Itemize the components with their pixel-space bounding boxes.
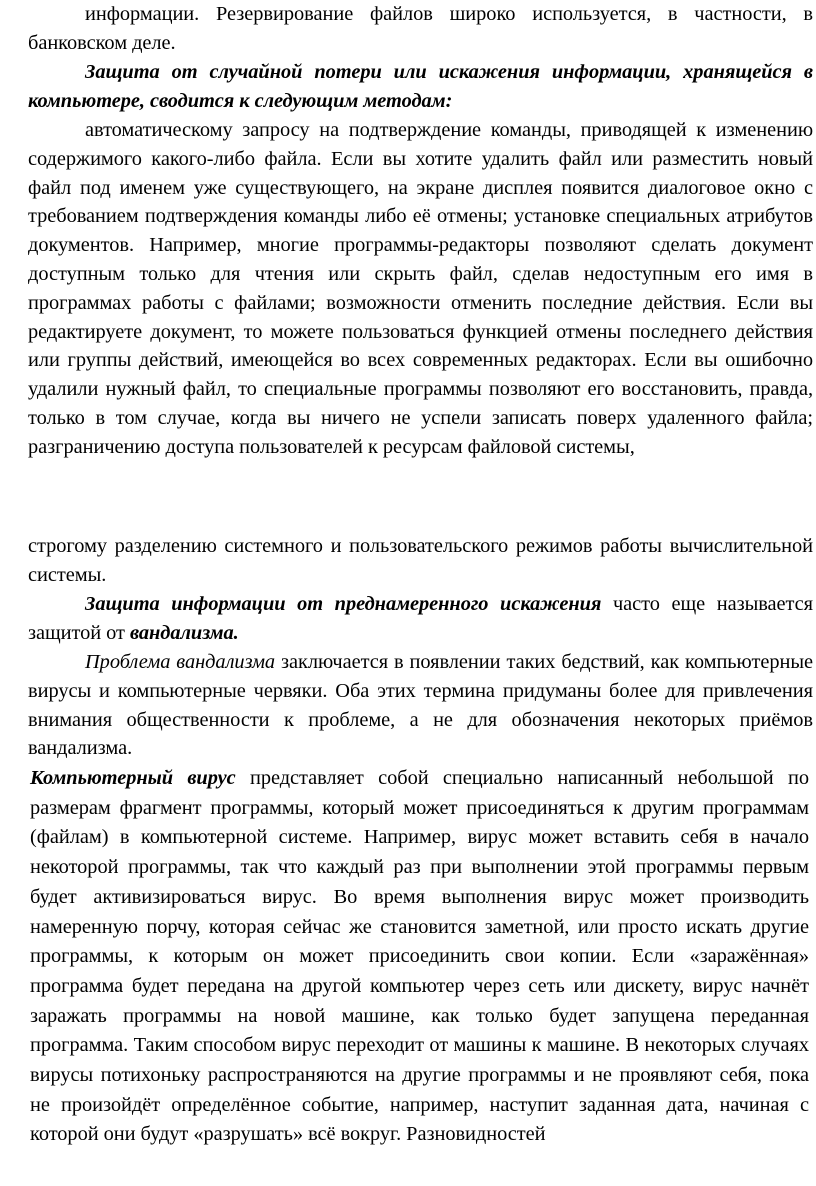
text-fragment: представляет собой специально написанный небольшой по размерам фрагмент программы, который может присоединяться к другим программам (файлам) в компьютерной системе. Например, вирус может вставить себя в начало некоторой программы, так что каждый раз при выполнении этой программы первым будет активизироваться вирус. Во время выполнения вирус может производить намеренную порчу, которая сейчас же становится заметной, или просто искать другие программы, к которым он может присоединить свои копии. Если «заражённая» программа будет передана на другой компьютер через сеть или дискету, вирус начнёт заражать программы на новой машине, как только будет запущена переданная программа. Таким способом вирус переходит от машины к машине. В некоторых случаях вирусы потихоньку распространяются на другие программы и не проявляют себя, пока не произойдёт определённое событие, например, наступит заданная дата, начиная с которой они будут «разрушать» всё вокруг. Разновидностей [30,767,809,1146]
paragraph-accidental-loss-heading [28,58,813,116]
text-fragment: часто еще называется защитой от [28,593,813,644]
paragraph-text: информации. Резервирование файлов широко используется, в частности, в банковском деле. [28,3,813,54]
paragraph-text [28,648,813,763]
paragraph-text: автоматическому запросу на подтверждение команды, приводящей к изменению содержимого какого-либо файла. Если вы хотите удалить файл или разместить новый файл под именем уже существующего, на экране дисплея появится диалоговое окно с требованием подтверждения команды либо её отмены; установке специальных атрибутов документов. Например, многие программы-редакторы позволяют сделать документ доступным только для чтения или скрыть файл, сделав недоступным его имя в программах работы с файлами; возможности отменить последние действия. Если вы редактируете документ, то можете пользоваться функцией отмены последнего действия или группы действий, имеющейся во всех современных редакторах. Если вы ошибочно удалили нужный файл, то специальные программы позволяют его восстановить, правда, только в том случае, когда вы ничего не успели записать поверх удаленного файла; разграничению доступа пользователей к ресурсам файловой системы, [28,119,813,458]
paragraph-text [30,764,809,1150]
paragraph-methods-list [28,116,813,462]
paragraph-vandalism-problem [28,648,813,763]
paragraph-computer-virus [30,764,809,1150]
paragraph-text [28,590,813,648]
paragraph-backup-continuation [28,0,813,58]
term-intentional-distortion: Защита информации от преднамеренного искажения [85,593,602,615]
paragraph-mode-separation [28,532,813,590]
paragraph-text: строгому разделению системного и пользовательского режимов работы вычислительной системы. [28,535,813,586]
term-computer-virus: Компьютерный вирус [30,767,236,789]
term-vandalism-problem: Проблема вандализма [85,651,276,673]
section-heading-accidental-loss: Защита от случайной потери или искажения информации, хранящейся в компьютере, сводится к следующим методам: [28,61,813,112]
term-vandalism: вандализма. [129,621,239,644]
text-fragment: заключается в появлении таких бедствий, как компьютерные вирусы и компьютерные червяки. Оба этих термина придуманы более для привлечения внимания общественности к проблеме, а не для обозначения некоторых приёмов вандализма. [28,651,813,760]
paragraph-intentional-distortion [28,590,813,648]
